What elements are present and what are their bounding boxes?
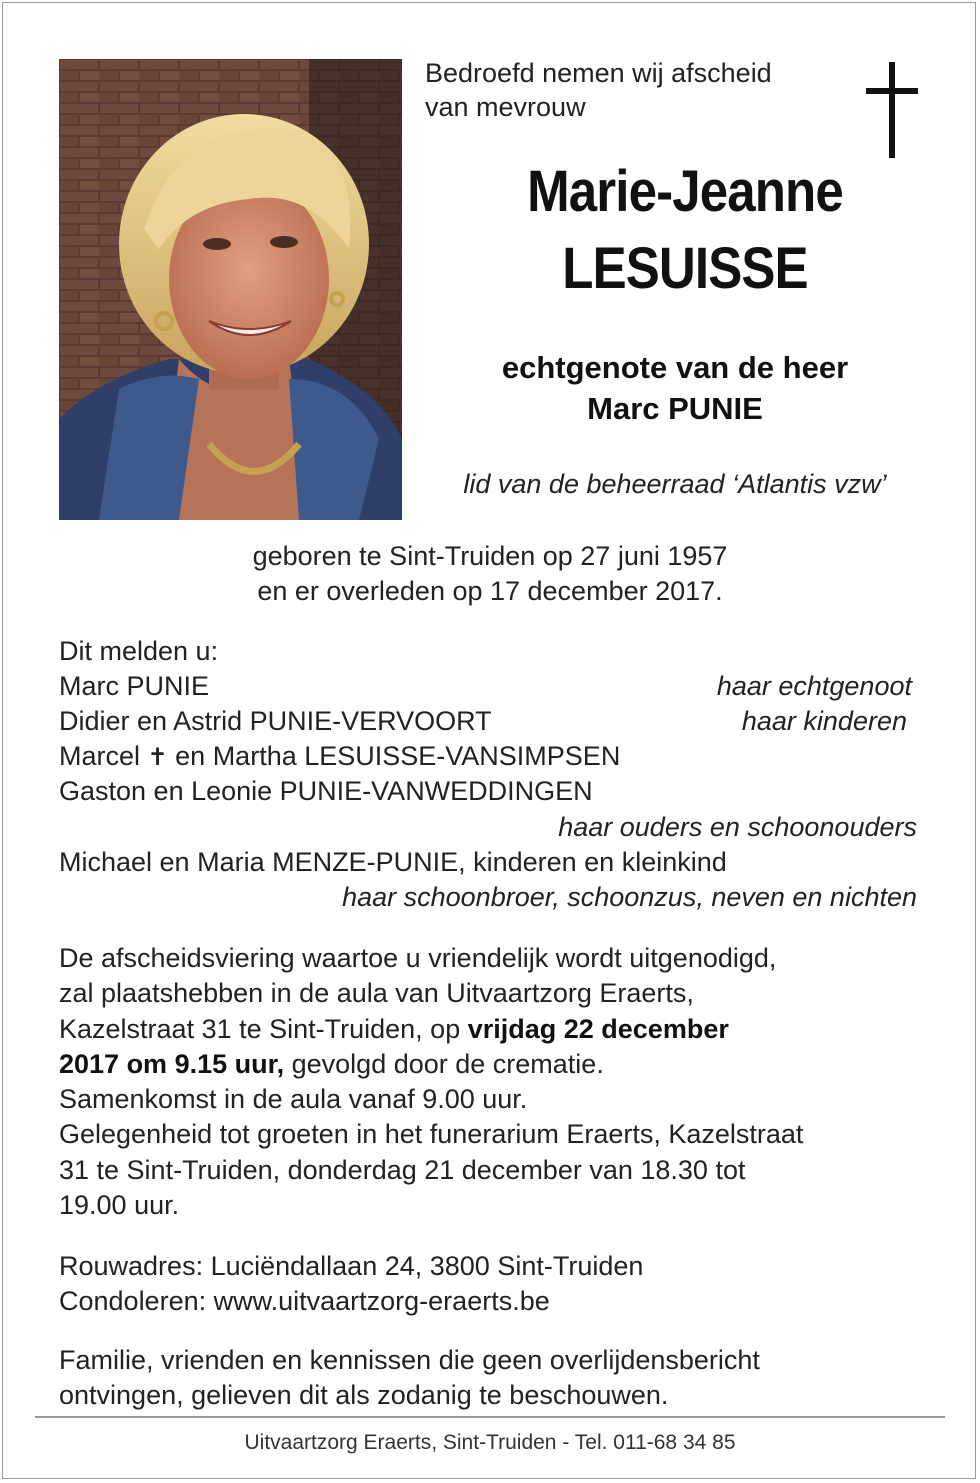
family-row-3 xyxy=(59,741,620,772)
membership-text: lid van de beheerraad ‘Atlantis vzw’ xyxy=(463,469,887,499)
notice-line-2: ontvingen, gelieven dit als zodanig te beschouwen. xyxy=(59,1380,669,1411)
ceremony-line-4-b: gevolgd door de crematie. xyxy=(284,1048,604,1079)
condolence-website: Condoleren: www.uitvaartzorg-eraerts.be xyxy=(59,1286,550,1317)
birth-death-text xyxy=(0,539,980,609)
born-line: geboren te Sint-Truiden op 27 juni 1957 xyxy=(252,541,728,571)
family-row-1-name: Marc PUNIE xyxy=(59,671,210,701)
ceremony-paragraph xyxy=(59,941,939,1223)
ceremony-date-part-2: 2017 om 9.15 uur, xyxy=(59,1048,285,1079)
ceremony-line-8: 19.00 uur. xyxy=(59,1190,180,1221)
ceremony-line-4 xyxy=(59,1047,939,1082)
ceremony-line-3 xyxy=(59,1012,939,1047)
ceremony-line-3-a: Kazelstraat 31 te Sint-Truiden, op xyxy=(59,1013,468,1044)
intro-text xyxy=(425,56,772,124)
ceremony-line-5: Samenkomst in de aula vanaf 9.00 uur. xyxy=(59,1084,528,1115)
family-row-3-name-a: Marcel xyxy=(59,741,141,771)
family-row-3-name-b: en Martha LESUISSE-VANSIMPSEN xyxy=(175,741,621,771)
ceremony-line-1: De afscheidsviering waartoe u vriendelijk wordt uitgenodigd, xyxy=(59,943,777,973)
notice-line-1: Familie, vrienden en kennissen die geen overlijdensbericht xyxy=(59,1345,760,1375)
family-row-4-relation: haar ouders en schoonouders xyxy=(558,812,917,842)
mourning-address: Rouwadres: Luciëndallaan 24, 3800 Sint-Truiden xyxy=(59,1251,644,1281)
deceased-last-name: LESUISSE xyxy=(562,236,808,301)
intro-line-1: Bedroefd nemen wij afscheid xyxy=(425,58,772,88)
portrait-photo xyxy=(59,59,402,520)
contact-block xyxy=(59,1249,939,1320)
footer-divider xyxy=(35,1416,945,1418)
family-intro: Dit melden u: xyxy=(59,636,219,666)
ceremony-line-6: Gelegenheid tot groeten in het funerarium Eraerts, Kazelstraat xyxy=(59,1119,804,1150)
cross-icon xyxy=(862,62,922,158)
intro-line-2: van mevrouw xyxy=(425,92,586,122)
ceremony-date-part-1: vrijdag 22 december xyxy=(467,1013,729,1044)
died-line: en er overleden op 17 december 2017. xyxy=(257,576,723,606)
family-row-2-name: Didier en Astrid PUNIE-VERVOORT xyxy=(59,706,492,736)
footer-text: Uitvaartzorg Eraerts, Sint-Truiden - Tel. 011-68 34 85 xyxy=(244,1431,736,1454)
spouse-line-1: echtgenote van de heer xyxy=(501,350,849,385)
family-row-4-name: Gaston en Leonie PUNIE-VANWEDDINGEN xyxy=(59,776,593,806)
deceased-dagger-icon: ✝ xyxy=(147,744,168,771)
notice-block xyxy=(59,1343,939,1414)
ceremony-line-7: 31 te Sint-Truiden, donderdag 21 december van 18.30 tot xyxy=(59,1154,746,1185)
family-row-2-relation: haar kinderen xyxy=(741,706,907,736)
family-row-1-relation: haar echtgenoot xyxy=(716,671,912,701)
family-row-5-name: Michael en Maria MENZE-PUNIE, kinderen en kleinkind xyxy=(59,847,727,877)
ceremony-line-2: zal plaatshebben in de aula van Uitvaartzorg Eraerts, xyxy=(59,978,694,1009)
family-row-5-relation: haar schoonbroer, schoonzus, neven en nichten xyxy=(342,882,917,912)
deceased-first-name: Marie-Jeanne xyxy=(527,159,843,224)
spouse-line-2: Marc PUNIE xyxy=(587,391,763,426)
